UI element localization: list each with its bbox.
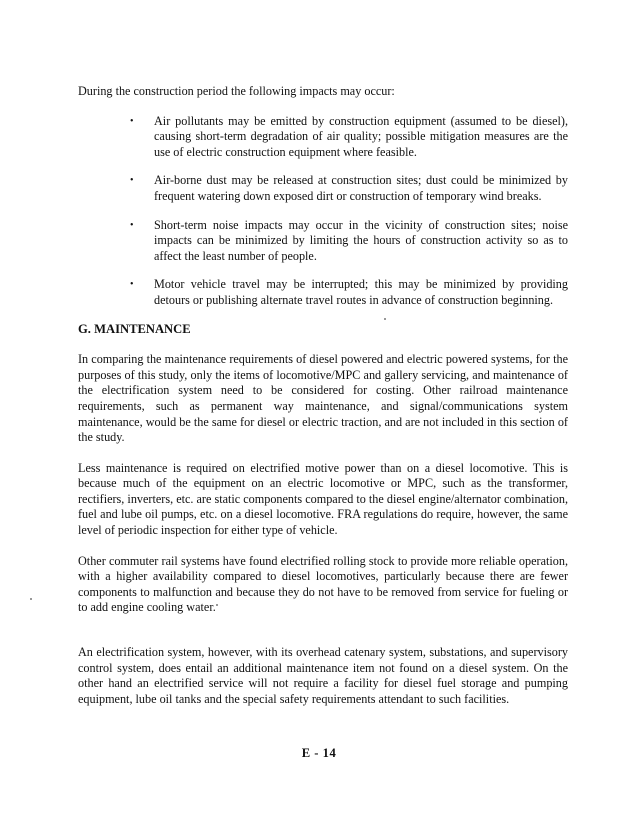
list-item xyxy=(78,114,568,161)
bullet-icon: • xyxy=(130,115,134,127)
list-item xyxy=(78,277,568,308)
bullet-icon: • xyxy=(130,219,134,231)
list-item xyxy=(78,218,568,265)
bullet-icon: • xyxy=(130,279,134,291)
list-item-text: Air pollutants may be emitted by construction equipment (assumed to be diesel), causing short-term degradation of air quality; possible mitigation measures are the use of electric construction equipment where feasible. xyxy=(154,113,568,159)
list-item-text: Short-term noise impacts may occur in the vicinity of construction sites; noise impacts can be minimized by limiting the hours of construction activity so as to affect the least number of people. xyxy=(154,217,568,263)
paragraph: In comparing the maintenance requirements of diesel powered and electric powered systems, for the purposes of this study, only the items of locomotive/MPC and gallery servicing, and maintenance of the electrification system need to be considered for costing. Other railroad maintenance requirements, such as permanent way maintenance, and signal/communications system maintenance, would be the same for diesel or electric traction, and are not included in this section of the study. xyxy=(78,352,568,445)
list-item-text: Air-borne dust may be released at construction sites; dust could be minimized by frequent watering down exposed dirt or construction of temporary wind breaks. xyxy=(154,173,568,203)
bullet-icon: • xyxy=(130,175,134,187)
paragraph: Other commuter rail systems have found electrified rolling stock to provide more reliable operation, with a higher availability compared to diesel locomotives, particularly because there are fewer components to malfunction and because they do not have to be removed from service for fueling or to add engine cooling water. xyxy=(78,553,568,615)
scan-speck xyxy=(216,604,218,606)
impact-list xyxy=(78,114,568,309)
scan-speck xyxy=(30,598,32,600)
page-number: E - 14 xyxy=(301,746,337,760)
list-item-text: Motor vehicle travel may be interrupted; this may be minimized by providing detours or publishing alternate travel routes in advance of construction beginning. xyxy=(154,277,568,307)
paragraph: Less maintenance is required on electrified motive power than on a diesel locomotive. This is because much of the equipment on an electric locomotive or MPC, such as the transformer, rectifiers, inverters, etc. are static components compared to the diesel engine/alternator combination, fuel and lube oil pumps, etc. on a diesel locomotive. FRA regulations do require, however, the same level of periodic inspection for either type of vehicle. xyxy=(78,460,568,538)
list-item xyxy=(78,173,568,204)
intro-text: During the construction period the following impacts may occur: xyxy=(78,84,395,98)
paragraph: An electrification system, however, with its overhead catenary system, substations, and supervisory control system, does entail an additional maintenance item not found on a diesel system. On the other hand an electrified service will not require a facility for diesel fuel storage and pumping equipment, lube oil tanks and the special safety requirements attendant to such facilities. xyxy=(78,645,568,706)
scan-speck xyxy=(384,318,386,320)
section-heading: G. MAINTENANCE xyxy=(78,321,191,336)
document-page xyxy=(78,84,568,722)
